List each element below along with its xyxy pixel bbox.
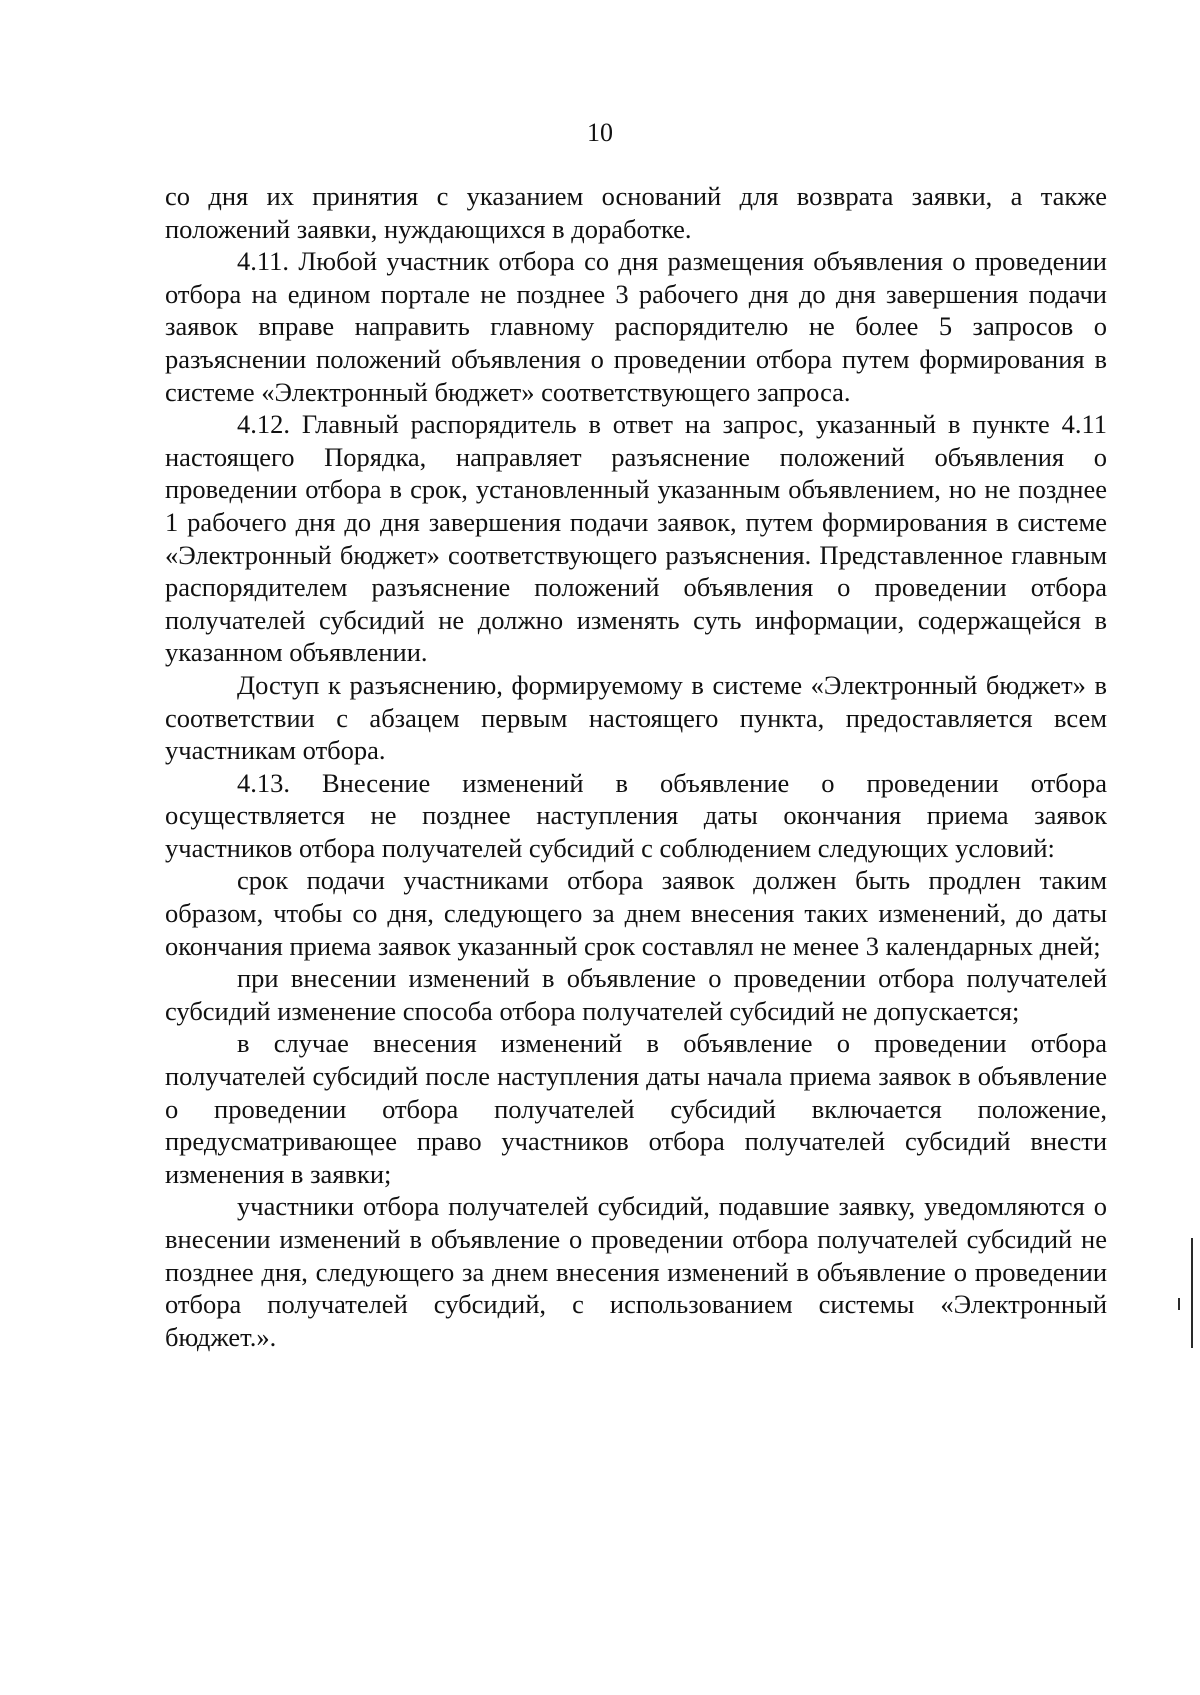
page-number: 10	[587, 118, 613, 147]
paragraph-continuation: со дня их принятия с указанием оснований для возврата заявки, а также положений заявки, нуждающихся в доработке.	[165, 181, 1107, 244]
document-body	[165, 180, 1107, 1353]
paragraph-4-13: 4.13. Внесение изменений в объявление о проведении отбора осуществляется не позднее наступления даты окончания приема заявок участников отбора получателей субсидий с соблюдением следующих условий:	[165, 767, 1107, 863]
paragraph-condition-method: при внесении изменений в объявление о проведении отбора получателей субсидий изменение способа отбора получателей субсидий не допускается;	[165, 963, 1107, 1026]
paragraph-4-12: 4.12. Главный распорядитель в ответ на запрос, указанный в пункте 4.11 настоящего Порядка, направляет разъяснение положений объявления о проведении отбора в срок, установленный указанным объявлением, но не позднее 1 рабочего дня до дня завершения подачи заявок, путем формирования в системе «Электронный бюджет» соответствующего разъяснения. Представленное главным распорядителем разъяснение положений объявления о проведении отбора получателей субсидий не должно изменять суть информации, содержащейся в указанном объявлении.	[165, 409, 1107, 668]
paragraph-4-11: 4.11. Любой участник отбора со дня размещения объявления о проведении отбора на едином портале не позднее 3 рабочего дня до дня завершения подачи заявок вправе направить главному распорядителю не более 5 запросов о разъяснении положений объявления о проведении отбора путем формирования в системе «Электронный бюджет» соответствующего запроса.	[165, 246, 1107, 407]
paragraph-condition-amendments: в случае внесения изменений в объявление о проведении отбора получателей субсидий после наступления даты начала приема заявок в объявление о проведении отбора получателей субсидий включается положение, предусматривающее право участников отбора получателей субсидий внести изменения в заявки;	[165, 1028, 1107, 1189]
scan-margin-line	[1191, 1238, 1193, 1348]
scan-margin-tick	[1178, 1298, 1180, 1310]
paragraph-condition-deadline: срок подачи участниками отбора заявок должен быть продлен таким образом, чтобы со дня, следующего за днем внесения таких изменений, до даты окончания приема заявок указанный срок составлял не менее 3 календарных дней;	[165, 865, 1107, 961]
paragraph-access: Доступ к разъяснению, формируемому в системе «Электронный бюджет» в соответствии с абзацем первым настоящего пункта, предоставляется всем участникам отбора.	[165, 669, 1107, 766]
paragraph-condition-notification: участники отбора получателей субсидий, подавшие заявку, уведомляются о внесении изменений в объявление о проведении отбора получателей субсидий не позднее дня, следующего за днем внесения изменений в объявление о проведении отбора получателей субсидий, с использованием системы «Электронный бюджет.».	[165, 1191, 1107, 1352]
